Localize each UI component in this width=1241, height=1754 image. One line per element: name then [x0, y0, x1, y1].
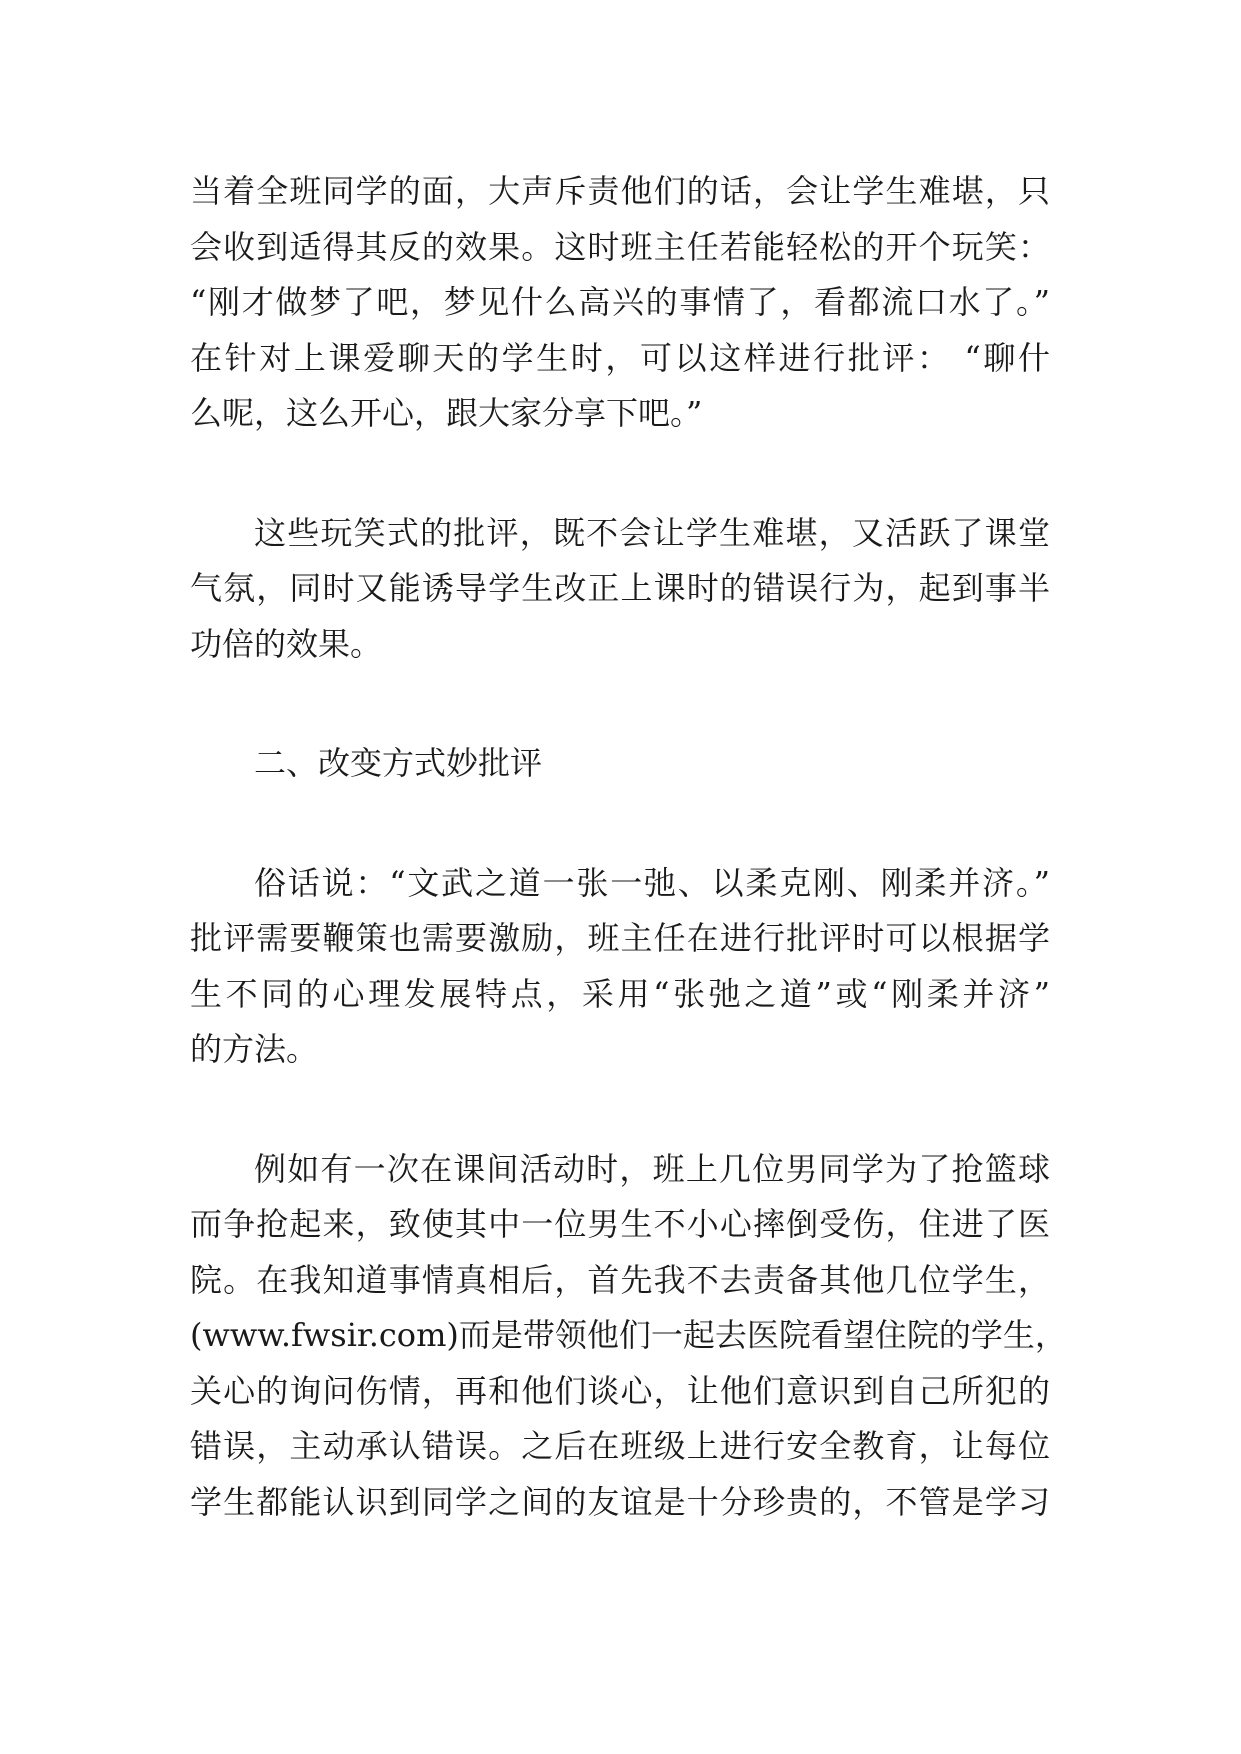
text-line: 关心的询问伤情，再和他们谈心，让他们意识到自己所犯的 — [190, 1371, 1050, 1410]
text-line: 会收到适得其反的效果。这时班主任若能轻松的开个玩笑： — [190, 227, 1050, 266]
text-line: “刚才做梦了吧，梦见什么高兴的事情了，看都流口水了。” — [190, 283, 1050, 321]
text-line: 气氛，同时又能诱导学生改正上课时的错误行为，起到事半 — [190, 569, 1050, 607]
text-line: 么呢，这么开心，跟大家分享下吧。” — [190, 394, 703, 432]
paragraph-4 — [190, 1142, 1067, 1531]
text-line: 错误，主动承认错误。之后在班级上进行安全教育，让每位 — [190, 1427, 1050, 1465]
text-line: 例如有一次在课间活动时，班上几位男同学为了抢篮球 — [254, 1149, 1050, 1188]
paragraph-3 — [190, 856, 1050, 1078]
heading-text: 二、改变方式妙批评 — [254, 744, 543, 782]
text-line: 俗话说：“文武之道一张一弛、以柔克刚、刚柔并济。” — [254, 863, 1050, 902]
text-line: 院。在我知道事情真相后，首先我不去责备其他几位学生， — [190, 1260, 1050, 1299]
text-line: 当着全班同学的面，大声斥责他们的话，会让学生难堪，只 — [190, 172, 1050, 210]
paragraph-1 — [190, 164, 1050, 442]
section-heading — [190, 736, 1050, 792]
text-line: 批评需要鞭策也需要激励，班主任在进行批评时可以根据学 — [190, 919, 1050, 957]
text-line: 功倍的效果。 — [190, 624, 383, 663]
text-line: 而争抢起来，致使其中一位男生不小心摔倒受伤，住进了医 — [190, 1205, 1050, 1243]
text-line: 的方法。 — [190, 1030, 319, 1068]
document-body — [190, 164, 1067, 1594]
text-line: 学生都能认识到同学之间的友谊是十分珍贵的，不管是学习 — [190, 1482, 1050, 1521]
text-line: 生不同的心理发展特点，采用“张弛之道”或“刚柔并济” — [190, 974, 1050, 1013]
text-line: 这些玩笑式的批评，既不会让学生难堪，又活跃了课堂 — [254, 513, 1050, 552]
paragraph-2 — [190, 506, 1050, 673]
text-line: (www.fwsir.com)而是带领他们一起去医院看望住院的学生， — [190, 1316, 1067, 1354]
text-line: 在针对上课爱聊天的学生时，可以这样进行批评： “聊什 — [190, 338, 1050, 377]
